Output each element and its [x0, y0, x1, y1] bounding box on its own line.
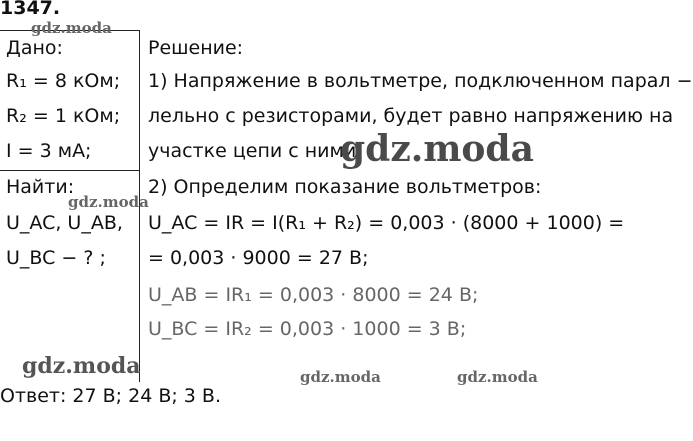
- watermark-center: gdz.moda: [340, 128, 534, 170]
- watermark-bottom-right: gdz.moda: [457, 368, 538, 386]
- solution-formula-ubc: U_BC = IR₂ = 0,003 · 1000 = 3 В;: [148, 318, 467, 340]
- find-uac-uab: U_AC, U_AB,: [6, 212, 123, 234]
- solution-formula-uab: U_AB = IR₁ = 0,003 · 8000 = 24 В;: [148, 284, 479, 306]
- solution-line-3: участке цепи с ними;: [148, 140, 363, 162]
- watermark-bottom-center: gdz.moda: [300, 368, 381, 386]
- given-current: I = 3 мА;: [6, 140, 92, 162]
- solution-formula-uac-result: = 0,003 · 9000 = 27 В;: [148, 247, 369, 269]
- answer: Ответ: 27 В; 24 В; 3 В.: [0, 385, 222, 407]
- given-r1: R₁ = 8 кОм;: [6, 70, 121, 92]
- solution-line-2: лельно с резисторами, будет равно напряжению на: [148, 105, 674, 127]
- solution-formula-uac: U_AC = IR = I(R₁ + R₂) = 0,003 · (8000 + 1000) =: [148, 212, 625, 234]
- find-ubc: U_BC − ? ;: [6, 247, 106, 269]
- given-heading: Дано:: [6, 37, 63, 59]
- find-heading: Найти:: [6, 176, 75, 198]
- solution-line-4: 2) Определим показание вольтметров:: [148, 176, 542, 198]
- problem-number-value: 1347: [0, 0, 53, 19]
- problem-number-dot: .: [52, 0, 61, 19]
- given-r2: R₂ = 1 кОм;: [6, 105, 121, 127]
- solution-line-1: 1) Напряжение в вольтметре, подключенном парал −: [148, 70, 693, 92]
- solution-heading: Решение:: [148, 37, 244, 59]
- watermark-top-left: gdz.moda: [31, 19, 112, 37]
- watermark-bottom-left: gdz.moda: [22, 353, 141, 379]
- find-separator-line: [0, 170, 140, 171]
- watermark-mid-left: gdz.moda: [68, 193, 149, 211]
- problem-number: [0, 0, 60, 19]
